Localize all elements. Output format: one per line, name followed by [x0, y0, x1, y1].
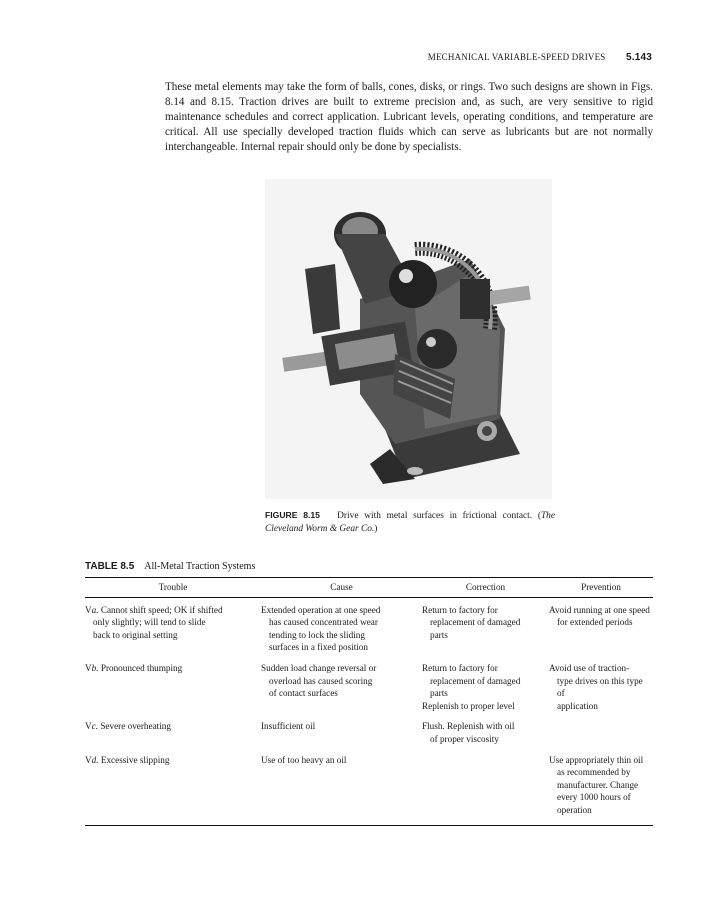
table-row [85, 597, 653, 659]
prevention-cell [549, 597, 653, 659]
figure-caption-end: ) [374, 523, 378, 534]
trouble-text: Severe overheating [100, 721, 171, 732]
header-correction: Correction [422, 578, 549, 598]
row-id-prefix: V [85, 662, 92, 673]
prevention-line: as recommended by [557, 767, 631, 778]
row-id-letter: c. [91, 721, 99, 732]
correction-line: parts [430, 688, 448, 699]
row-id-prefix: V [85, 604, 92, 615]
prevention-line: for extended periods [557, 617, 633, 628]
traction-systems-table [85, 577, 653, 826]
correction-cell [422, 597, 549, 659]
cause-line: of contact surfaces [269, 688, 338, 699]
trouble-line [85, 754, 258, 767]
row-id-prefix: V [85, 721, 92, 732]
row-id-letter: b. [91, 662, 99, 673]
prevention-line: Avoid use of traction- [549, 662, 630, 673]
running-head-title: MECHANICAL VARIABLE-SPEED DRIVES [427, 52, 606, 62]
table-row [85, 659, 653, 717]
cause-line: surfaces in a fixed position [269, 642, 368, 653]
trouble-line [85, 720, 258, 733]
figure-caption-text: Drive with metal surfaces in frictional contact. ( [337, 511, 541, 521]
prevention-cell [549, 659, 653, 717]
trouble-cell [85, 659, 261, 717]
correction-line: Return to factory for [422, 662, 498, 673]
correction-cell [422, 659, 549, 717]
correction-cell [422, 751, 549, 825]
trouble-line [85, 604, 258, 617]
trouble-text: Pronounced thumping [100, 662, 183, 673]
table-caption: All-Metal Traction Systems [144, 561, 256, 572]
row-id-prefix: V [85, 754, 92, 765]
prevention-cell [549, 717, 653, 750]
cause-cell [261, 751, 422, 825]
table-row [85, 751, 653, 825]
header-trouble: Trouble [85, 578, 261, 598]
correction-line: Flush. Replenish with oil [422, 721, 515, 732]
row-id-letter: a. [91, 604, 99, 615]
correction-line: parts [430, 629, 448, 640]
correction-line: replacement of damaged [430, 617, 521, 628]
prevention-line: every 1000 hours of [557, 792, 631, 803]
cause-cell [261, 597, 422, 659]
trouble-line [85, 662, 258, 675]
row-id-letter: d. [91, 754, 99, 765]
correction-cell [422, 717, 549, 750]
prevention-cell [549, 751, 653, 825]
trouble-cell [85, 751, 261, 825]
trouble-line: only slightly; will tend to slide [93, 617, 206, 628]
trouble-cell [85, 597, 261, 659]
cause-cell [261, 659, 422, 717]
header-prevention: Prevention [549, 578, 653, 598]
figure-label: FIGURE 8.15 [265, 510, 320, 520]
table-row [85, 717, 653, 750]
cause-line: Insufficient oil [261, 721, 316, 732]
cause-cell [261, 717, 422, 750]
page-number: 5.143 [625, 52, 652, 63]
body-paragraph: These metal elements may take the form of balls, cones, disks, or rings. Two such designs are shown in Figs. 8.14 and 8.15. Traction drives are built to extreme precision and, as such, are very sensitive to rigid maintenance schedules and correct application. Lubricant levels, operating conditions, and temperature are critical. All use specially developed traction fluids which can serve as lubricants but are not normally interchangeable. Internal repair should only be done by specialists. [165, 81, 653, 153]
correction-line: Replenish to proper level [422, 700, 515, 711]
prevention-line: type drives on this type of [557, 675, 643, 699]
figure-caption [265, 509, 555, 535]
correction-line: Return to factory for [422, 604, 498, 615]
cause-line: Sudden load change reversal or [261, 662, 377, 673]
correction-line: of proper viscosity [430, 733, 499, 744]
table-header-row [85, 578, 653, 598]
prevention-line: Avoid running at one speed [549, 604, 650, 615]
table-number: TABLE 8.5 [85, 561, 135, 572]
prevention-line: application [557, 700, 598, 711]
cause-line: overload has caused scoring [269, 675, 373, 686]
correction-line: replacement of damaged [430, 675, 521, 686]
prevention-line: operation [557, 804, 592, 815]
trouble-cell [85, 717, 261, 750]
cause-line: Use of too heavy an oil [261, 754, 347, 765]
header-cause: Cause [261, 578, 422, 598]
trouble-text: Excessive slipping [100, 754, 170, 765]
prevention-line: Use appropriately thin oil [549, 754, 644, 765]
trouble-text: Cannot shift speed; OK if shifted [100, 604, 223, 615]
prevention-line: manufacturer. Change [557, 779, 639, 790]
running-head [0, 52, 652, 63]
traction-drive-illustration [265, 179, 552, 499]
cause-line: has caused concentrated wear [269, 617, 378, 628]
figure-credit: The Cleveland Worm & Gear Co. [265, 511, 555, 534]
trouble-line: back to original setting [93, 629, 178, 640]
table-title [85, 561, 255, 572]
cause-line: tending to lock the sliding [269, 629, 365, 640]
cause-line: Extended operation at one speed [261, 604, 381, 615]
figure-8-15-photo [265, 179, 552, 499]
